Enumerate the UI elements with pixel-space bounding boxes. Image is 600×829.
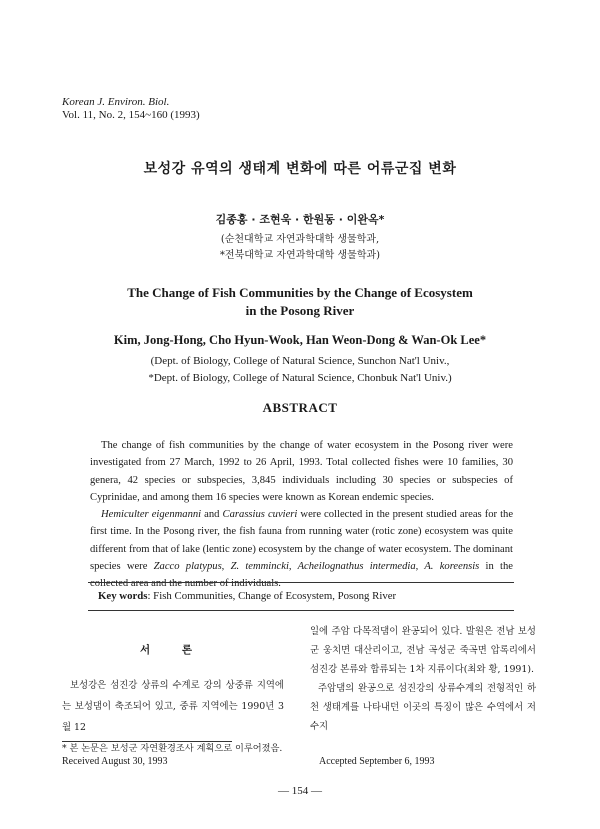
title-english-line: in the Posong River <box>245 303 355 318</box>
intro-paragraph: 일에 주암 다목적댐이 완공되어 있다. 발원은 전남 보성군 웅치면 대산리이고, 전남 곡성군 죽곡면 압록리에서 섬진강 본류와 합류되는 1차 지류이다(최와 황, 1991). <box>310 626 536 675</box>
species-name: Carassius cuvieri <box>222 509 298 521</box>
abstract-text: were collected in the present studied areas for the first time. In the Posong river, the fish fauna from running water (rotic zone) ecosystem was quite different from that of lake (lentic zone) ecosystem by the change of water ecosystem. The dominant species were <box>90 509 514 573</box>
journal-volume: Vol. 11, No. 2, 154~160 (1993) <box>62 109 200 121</box>
intro-right-column <box>310 622 536 736</box>
footnote-dates <box>62 755 542 769</box>
affiliations-korean <box>0 232 600 264</box>
authors-english: Kim, Jong-Hong, Cho Hyun-Wook, Han Weon-Dong & Wan-Ok Lee* <box>113 333 487 347</box>
section-heading-intro: 서 론 <box>140 644 206 656</box>
title-korean: 보성강 유역의 생태계 변화에 따른 어류군집 변화 <box>143 161 457 177</box>
affiliation-korean-line: (순천대학교 자연과학대학 생물학과, <box>220 234 380 245</box>
journal-name: Korean J. Environ. Biol. <box>62 96 170 108</box>
keywords-label: Key words <box>98 590 148 602</box>
journal-citation <box>62 96 200 122</box>
abstract-paragraph: The change of fish communities by the change of water ecosystem in the Posong river were investigated from 27 March, 1992 to 26 April, 1993. Total collected fishes were 10 families, 30 genera, 42 species or subspecies, 3,845 individuals including 30 species or subspecies of Cyprinidae, and among them 16 species were known as Korean endemic species. <box>90 440 513 503</box>
abstract-heading: ABSTRACT <box>262 400 338 415</box>
affiliations-english <box>0 353 600 387</box>
keywords-text: : Fish Communities, Change of Ecosystem, Posong River <box>147 590 397 602</box>
affiliation-english-line: *Dept. of Biology, College of Natural Science, Chonbuk Nat'l Univ.) <box>148 372 452 384</box>
authors-korean: 김종홍 · 조현욱 · 한원동 · 이완옥* <box>215 213 385 226</box>
intro-paragraph: 주암댐의 완공으로 섬진강의 상류수계의 전형적인 하천 생태계를 나타내던 이곳의 특징이 많은 수역에서 저수지 <box>310 683 536 732</box>
species-name: Hemiculter eigenmanni <box>101 509 202 521</box>
title-english-line: The Change of Fish Communities by the Change of Ecosystem <box>127 285 473 300</box>
intro-paragraph: 보성강은 섬진강 상류의 수계로 강의 상중류 지역에는 보성댐이 축조되어 있고, 중류 지역에는 1990년 3월 12 <box>62 680 284 733</box>
keywords <box>98 590 396 602</box>
abstract-paragraph <box>90 506 513 592</box>
abstract-text: and <box>201 509 223 521</box>
dominant-species: Zacco platypus, Z. temmincki, Acheilognathus intermedia, A. koreensis <box>153 561 480 573</box>
divider-top <box>88 582 514 583</box>
title-english <box>0 284 600 320</box>
abstract-body <box>90 437 513 593</box>
affiliation-english-line: (Dept. of Biology, College of Natural Science, Sunchon Nat'l Univ., <box>150 355 450 367</box>
footnote-note: * 본 논문은 보성군 자연환경조사 계획으로 이루어졌음. <box>62 743 283 754</box>
accepted-date: Accepted September 6, 1993 <box>319 756 435 767</box>
affiliation-korean-line: *전북대학교 자연과학대학 생물학과) <box>219 250 381 261</box>
intro-left-column <box>62 640 284 738</box>
abstract-text: in the collected area and the number of individuals. <box>90 561 513 590</box>
page-number: — 154 — <box>278 785 322 797</box>
divider-bottom <box>88 610 514 611</box>
received-date: Received August 30, 1993 <box>62 756 168 767</box>
footnote <box>62 742 542 769</box>
